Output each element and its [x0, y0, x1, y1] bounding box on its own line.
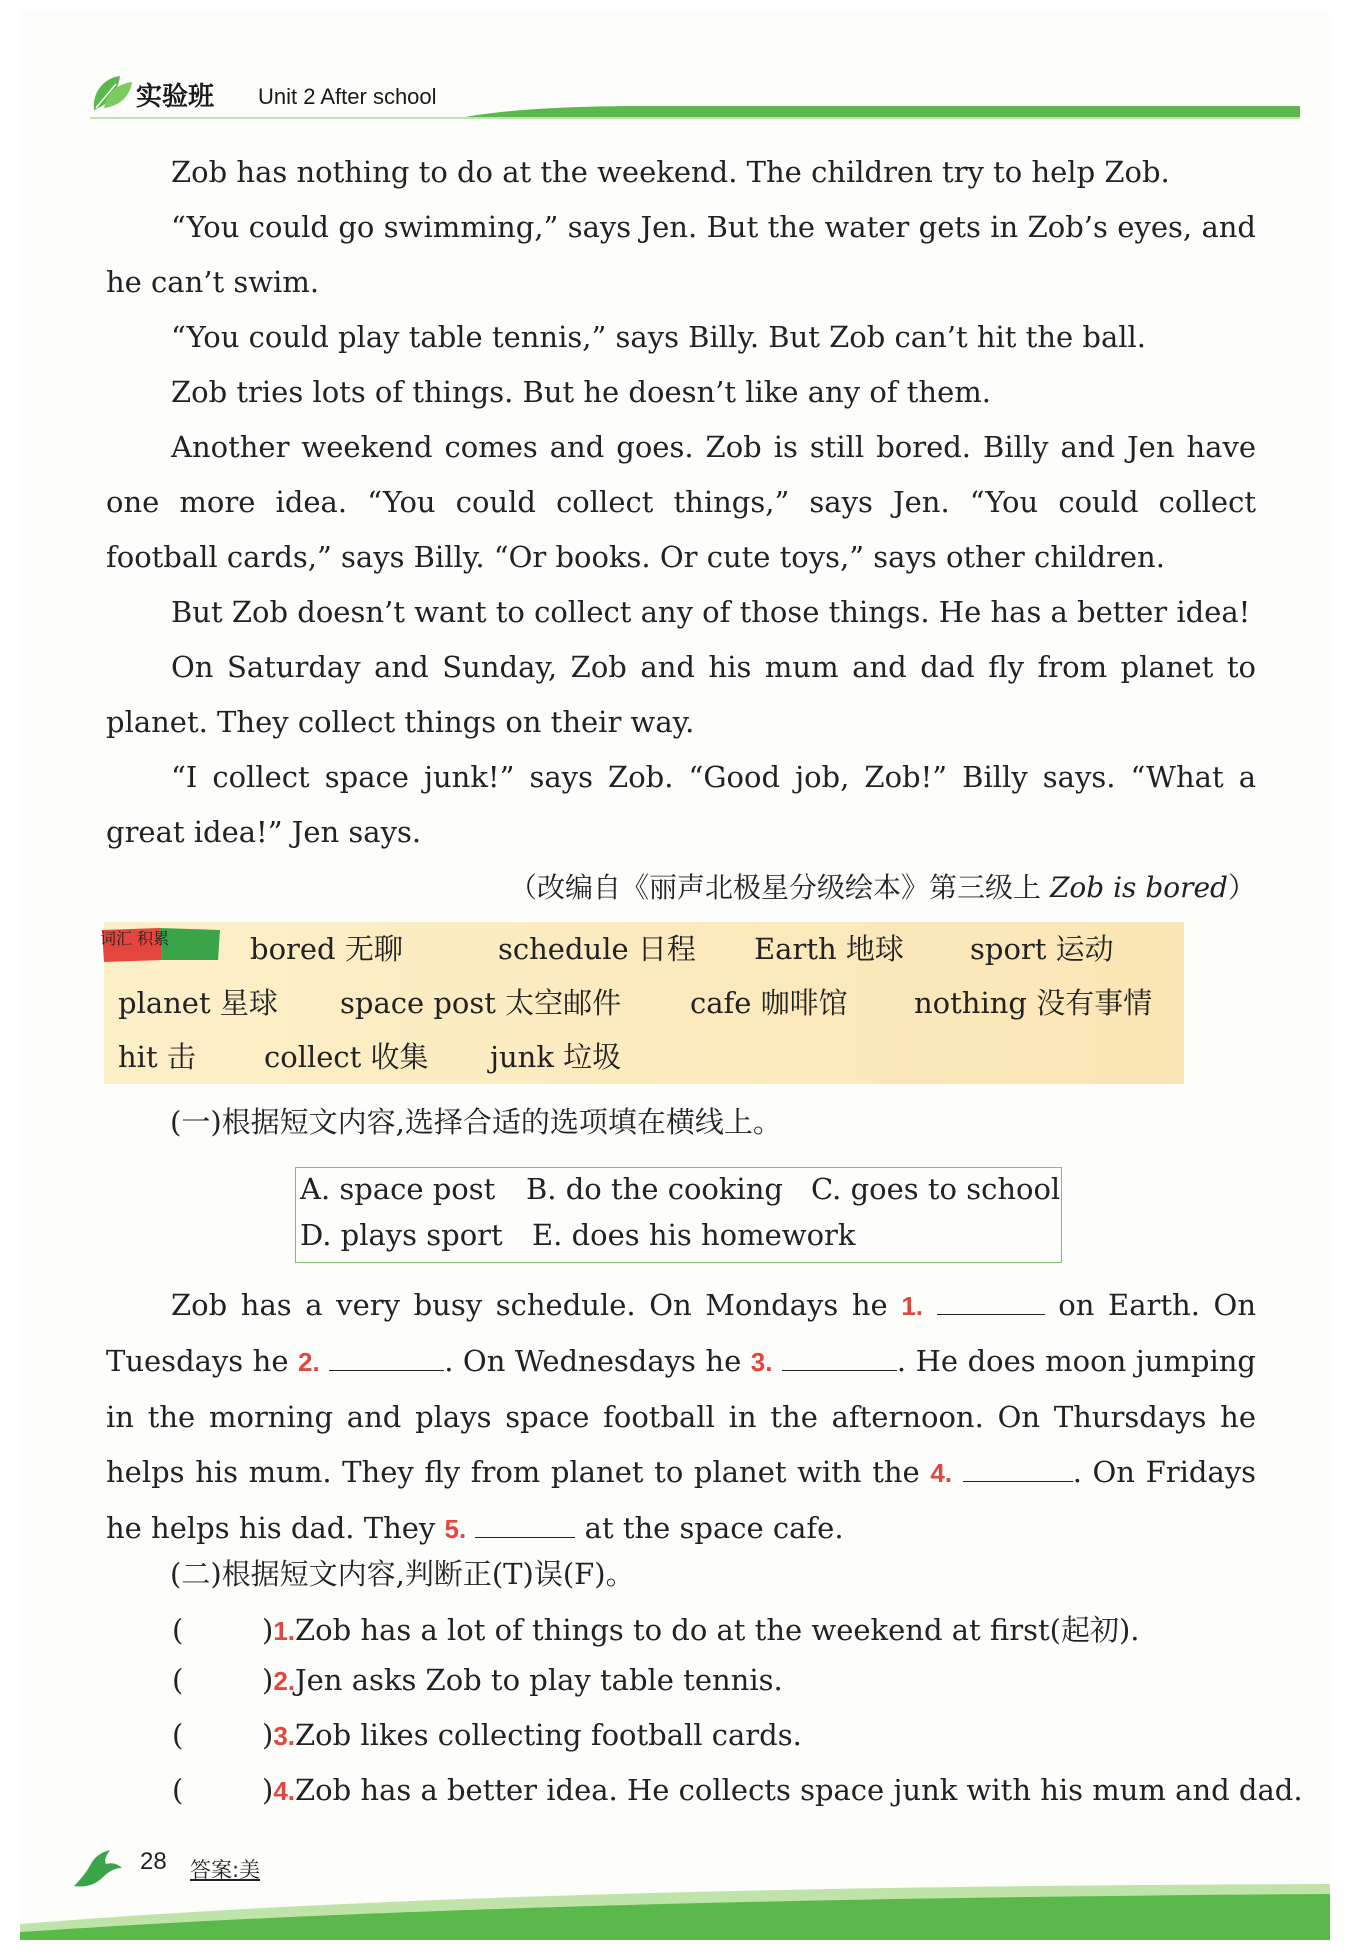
- source-prefix: （改编自《丽声北极星分级绘本》第三级上: [509, 871, 1050, 904]
- paren-open: (: [172, 1773, 184, 1807]
- vocab-item: nothing 没有事情: [914, 986, 1153, 1020]
- source-title: Zob is bored: [1049, 871, 1228, 904]
- unit-title: Unit 2 After school: [258, 84, 437, 109]
- page-number: 28: [140, 1848, 167, 1875]
- story-paragraph: Zob has nothing to do at the weekend. The children try to help Zob.: [171, 155, 1170, 189]
- vocab-item: space post 太空邮件: [340, 986, 622, 1020]
- item-text: Zob has a better idea. He collects space junk with his mum and dad.: [295, 1773, 1303, 1807]
- vocab-item: Earth 地球: [754, 932, 904, 966]
- option-b: B. do the cooking: [526, 1172, 783, 1206]
- fill-in-passage: [106, 1278, 1256, 1557]
- paren-close: ): [262, 1613, 274, 1647]
- option-d: D. plays sport: [300, 1218, 503, 1252]
- vocab-item: junk 垃圾: [490, 1040, 622, 1074]
- options-box: [295, 1167, 1062, 1263]
- item-number: 3.: [273, 1721, 296, 1751]
- item-text: Zob likes collecting football cards.: [295, 1718, 802, 1752]
- paren-close: ): [262, 1663, 274, 1697]
- vocab-box: [100, 922, 1184, 1084]
- header: [90, 70, 1300, 120]
- option-e: E. does his homework: [532, 1218, 856, 1252]
- story-paragraph: But Zob doesn’t want to collect any of those things. He has a better idea!: [171, 595, 1251, 629]
- vocab-item: hit 击: [118, 1040, 196, 1074]
- paren-open: (: [172, 1663, 184, 1697]
- blank-number: 5.: [444, 1514, 467, 1544]
- answer-paren[interactable]: [172, 1773, 262, 1807]
- tf-item: [172, 1773, 1303, 1807]
- paren-close: ): [262, 1773, 274, 1807]
- vocab-badge-label-1: 词汇: [100, 929, 133, 948]
- story-paragraph: “You could play table tennis,” says Billy. But Zob can’t hit the ball.: [171, 320, 1146, 354]
- tf-item: [172, 1663, 783, 1697]
- source-citation: [106, 860, 1256, 915]
- brand-title: 实验班: [136, 82, 215, 112]
- tf-item: [172, 1718, 802, 1752]
- item-text: Jen asks Zob to play table tennis.: [295, 1663, 783, 1697]
- passage-text: Zob has a very busy schedule. On Mondays he: [171, 1288, 902, 1322]
- answer-paren[interactable]: [172, 1663, 262, 1697]
- part2-title: (二)根据短文内容,判断正(T)误(F)。: [170, 1557, 635, 1591]
- passage-text: . He does moon jumping in the morning and plays space football in the afternoon. On Thursdays he helps his mum. They fly from planet to planet with the: [106, 1344, 1256, 1489]
- answer-blank-1[interactable]: [937, 1288, 1045, 1315]
- story-paragraph: Zob tries lots of things. But he doesn’t like any of them.: [171, 375, 991, 409]
- answer-paren[interactable]: [172, 1613, 262, 1647]
- blank-number: 4.: [930, 1458, 953, 1488]
- tf-item: [172, 1608, 1140, 1649]
- answer-paren[interactable]: [172, 1718, 262, 1752]
- blank-number: 3.: [750, 1347, 773, 1377]
- passage-text: on Earth. On Tuesdays he: [106, 1288, 1256, 1378]
- passage-text: . On Wednesdays he: [444, 1344, 751, 1378]
- paren-open: (: [172, 1613, 184, 1647]
- vocab-item: bored 无聊: [250, 932, 403, 966]
- item-text: Zob has a lot of things to do at the weekend at first(起初).: [295, 1613, 1140, 1647]
- paren-open: (: [172, 1718, 184, 1752]
- item-number: 1.: [273, 1616, 296, 1646]
- vocab-item: cafe 咖啡馆: [690, 986, 848, 1020]
- passage-text: . On Fridays he helps his dad. They: [106, 1455, 1256, 1545]
- item-number: 2.: [273, 1666, 296, 1696]
- answer-blank-5[interactable]: [475, 1511, 575, 1538]
- story-paragraph: “You could go swimming,” says Jen. But the water gets in Zob’s eyes, and he can’t swim.: [106, 210, 1256, 299]
- story-paragraph: Another weekend comes and goes. Zob is still bored. Billy and Jen have one more idea. “You could collect things,” says Jen. “You could collect football cards,” says Billy. “Or books. Or cute toys,” says other children.: [106, 430, 1256, 574]
- fill-paragraph: [106, 1278, 1256, 1557]
- blank-number: 1.: [901, 1291, 924, 1321]
- answer-code: 答案:美: [190, 1858, 261, 1882]
- option-c: C. goes to school: [811, 1172, 1061, 1206]
- source-suffix: ）: [1227, 871, 1256, 904]
- item-number: 4.: [273, 1776, 296, 1806]
- option-a: A. space post: [300, 1172, 496, 1206]
- vocab-item: sport 运动: [970, 932, 1114, 966]
- blank-number: 2.: [298, 1347, 320, 1377]
- story-paragraph: On Saturday and Sunday, Zob and his mum and dad fly from planet to planet. They collect things on their way.: [106, 650, 1256, 739]
- story-paragraph: “I collect space junk!” says Zob. “Good job, Zob!” Billy says. “What a great idea!” Jen says.: [106, 760, 1256, 849]
- answer-blank-2[interactable]: [329, 1344, 444, 1371]
- footer-wave: [20, 1880, 1330, 1940]
- vocab-item: schedule 日程: [498, 932, 696, 966]
- vocab-item: planet 星球: [118, 986, 278, 1020]
- answer-blank-4[interactable]: [963, 1455, 1073, 1482]
- story-text: [106, 145, 1256, 915]
- passage-text: at the space cafe.: [575, 1511, 844, 1545]
- part1-title: (一)根据短文内容,选择合适的选项填在横线上。: [170, 1105, 782, 1139]
- vocab-item: collect 收集: [264, 1040, 429, 1074]
- answer-blank-3[interactable]: [782, 1344, 897, 1371]
- vocab-badge-label-2: 积累: [137, 929, 170, 948]
- paren-close: ): [262, 1718, 274, 1752]
- header-decor-bar: [90, 104, 1300, 120]
